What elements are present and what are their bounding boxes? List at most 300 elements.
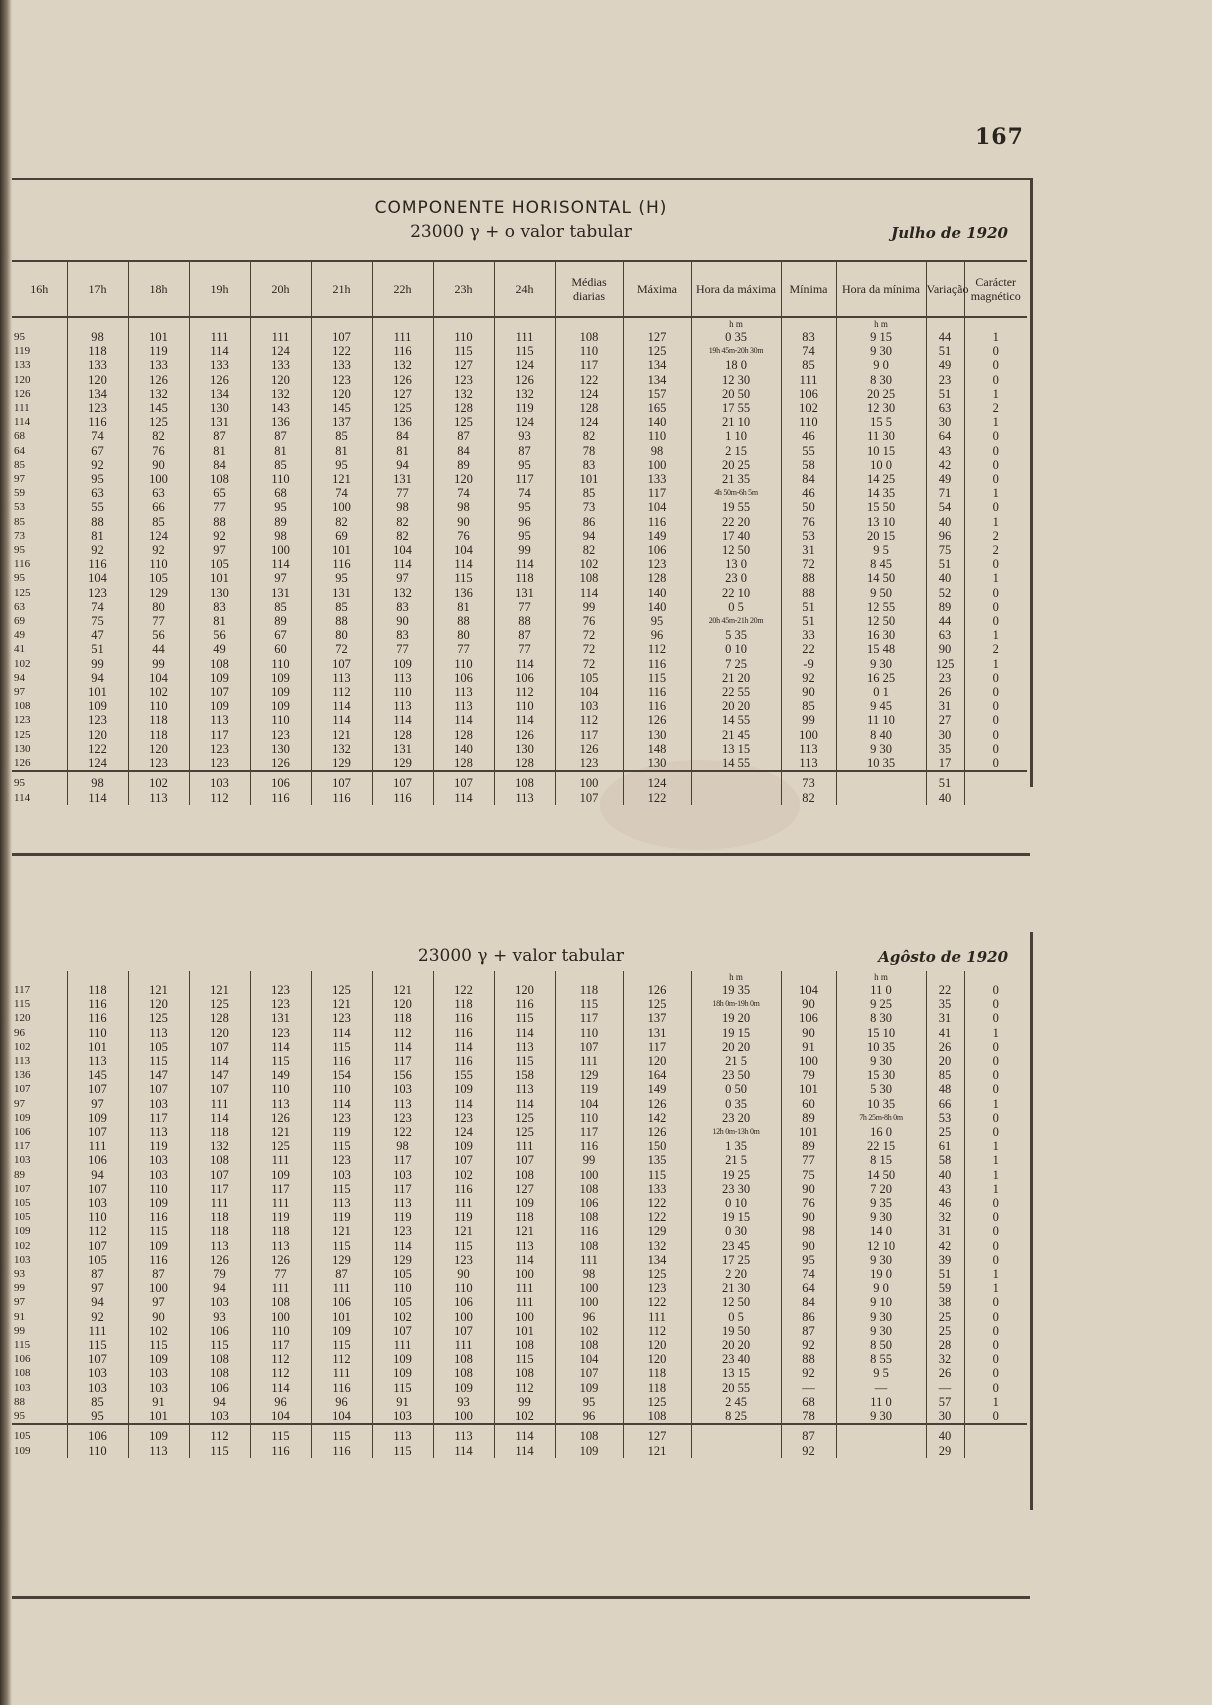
table-cell: 106 [189,1381,250,1395]
table-cell: 8 40 [836,728,926,742]
table-cell: 61 [926,1139,964,1153]
table-cell: 100 [781,728,836,742]
table-cell: 0 5 [691,600,781,614]
table-cell: 124 [67,756,128,771]
table-cell: 87 [494,444,555,458]
table-cell: 110 [250,1324,311,1338]
table-row [12,1409,1027,1424]
table-cell: 117 [555,728,623,742]
table-row [12,1182,1027,1196]
table-cell: 131 [250,1011,311,1025]
table-cell: 94 [189,1395,250,1409]
table-row [12,1324,1027,1338]
table-cell: 19 35 [691,983,781,997]
table-cell: 74 [781,344,836,358]
table-cell: 90 [128,458,189,472]
table-cell: 52 [926,586,964,600]
table-cell: 53 [14,501,25,514]
table-cell: 114 [189,344,250,358]
table-cell: 111 [250,1281,311,1295]
units-cell [433,317,494,330]
table-cell: 0 50 [691,1082,781,1096]
table-cell: 85 [926,1068,964,1082]
table-row [12,742,1027,756]
table-cell: 95 [67,1409,128,1424]
table-cell: 0 1 [836,685,926,699]
table-cell: 9 5 [836,1366,926,1380]
table-cell: 19 0 [836,1267,926,1281]
table-cell: 10 35 [836,756,926,771]
table-row [12,699,1027,713]
table-cell: 128 [494,756,555,771]
table-cell: 73 [781,771,836,790]
table-cell: 63 [926,628,964,642]
table-cell: 117 [372,1182,433,1196]
table-cell: 79 [781,1068,836,1082]
table-cell: 114 [250,1381,311,1395]
units-cell [926,971,964,983]
table-cell: 130 [250,742,311,756]
table-cell: 88 [781,571,836,585]
table-cell: 44 [128,642,189,656]
table-cell: 1 [964,1281,1027,1295]
table-cell: 111 [250,330,311,344]
table-cell: 19h 45m-20h 30m [691,344,781,358]
table-cell: 2 [964,401,1027,415]
column-header: Hora da mínima [836,261,926,317]
table-cell: 125 [623,344,691,358]
table-cell: 90 [128,1310,189,1324]
table-cell: 103 [311,1168,372,1182]
table-cell: 95 [494,458,555,472]
table-cell: 72 [781,557,836,571]
table-cell: 49 [14,629,25,642]
table-cell: 102 [433,1168,494,1182]
table-cell: 117 [372,1054,433,1068]
table-cell: 0 35 [691,1097,781,1111]
table-cell: 115 [623,671,691,685]
table-cell: 46 [781,429,836,443]
units-cell: h m [691,971,781,983]
table-cell: 111 [189,1196,250,1210]
table-cell: 115 [372,1444,433,1458]
table-cell: 72 [555,642,623,656]
table-row [12,1011,1027,1025]
table-cell: 123 [311,373,372,387]
table-cell: 46 [926,1196,964,1210]
table-cell: 0 [964,1253,1027,1267]
table-cell: 155 [433,1068,494,1082]
table-cell: 116 [311,1444,372,1458]
table-cell: 113 [250,1097,311,1111]
table-cell: 91 [14,1310,25,1323]
table-cell: 123 [250,997,311,1011]
table-cell: 7 20 [836,1182,926,1196]
table-cell: 97 [189,543,250,557]
table-cell: 131 [311,586,372,600]
table-cell: 23 0 [691,571,781,585]
table-cell: 88 [189,515,250,529]
table-cell: 21 5 [691,1153,781,1167]
table-cell: 116 [67,415,128,429]
table-cell: 117 [250,1182,311,1196]
table-cell: 125 [128,415,189,429]
table-cell: 89 [781,1139,836,1153]
table-cell: 134 [623,358,691,372]
table-cell: 89 [433,458,494,472]
table-cell: 112 [494,1381,555,1395]
table-cell: 44 [926,614,964,628]
table-cell: 120 [14,1012,31,1025]
table-cell: 124 [250,344,311,358]
table-cell: 118 [623,1381,691,1395]
formula-label: 23000 γ + o valor tabular [410,222,632,242]
table-cell: 95 [12,771,67,790]
table-cell: 109 [250,671,311,685]
table-cell: 10 35 [836,1097,926,1111]
table-cell: 101 [128,1409,189,1424]
table-cell: 122 [555,373,623,387]
table-cell: 116 [372,344,433,358]
table-cell: 133 [189,358,250,372]
table-cell: 54 [926,500,964,514]
table-cell: 110 [433,1281,494,1295]
page-bottom-rule [12,1596,1030,1599]
table-cell: 110 [67,1026,128,1040]
table-cell: 94 [14,671,25,684]
table-cell: 125 [494,1125,555,1139]
table-cell: 127 [433,358,494,372]
table-cell: 9 30 [836,1409,926,1424]
table-cell: 77 [372,642,433,656]
table-cell: 107 [311,330,372,344]
table-cell: 117 [14,1140,31,1153]
table-cell: 109 [555,1381,623,1395]
table-cell: 113 [250,1239,311,1253]
table-cell: 77 [128,614,189,628]
table-cell: 116 [67,1011,128,1025]
august-table [12,971,1027,1458]
table-cell: 121 [189,983,250,997]
table-cell: 39 [926,1253,964,1267]
table-cell: 108 [555,330,623,344]
table-cell: 58 [926,1153,964,1167]
table-cell: 84 [372,429,433,443]
table-cell: 13 15 [691,1366,781,1380]
table-cell: 129 [623,1224,691,1238]
table-cell: 20 20 [691,1338,781,1352]
table-cell: 132 [372,586,433,600]
table-cell: 21 30 [691,1281,781,1295]
table-cell: 15 10 [836,1026,926,1040]
table-cell: 90 [781,997,836,1011]
table-cell: 129 [128,586,189,600]
table-cell: 0 [964,373,1027,387]
table-cell: 126 [250,756,311,771]
section-subheader [12,942,1030,972]
table-cell: 120 [67,373,128,387]
table-cell: 20 [926,1054,964,1068]
table-cell: 9 30 [836,1310,926,1324]
table-cell: 106 [433,1295,494,1309]
table-cell: 108 [494,1366,555,1380]
table-row [12,657,1027,671]
table-cell: 38 [926,1295,964,1309]
table-cell: 82 [128,429,189,443]
table-cell: 115 [250,1424,311,1443]
table-cell: 68 [14,430,25,443]
table-cell: 41 [926,1026,964,1040]
table-cell: 117 [250,1338,311,1352]
units-cell [128,317,189,330]
table-cell: 43 [926,1182,964,1196]
table-cell: 16 30 [836,628,926,642]
units-cell [12,971,67,983]
table-cell: 12 50 [836,614,926,628]
table-cell: 116 [67,557,128,571]
table-cell: 2 15 [691,444,781,458]
table-cell: 0 [964,1239,1027,1253]
table-cell: 118 [128,728,189,742]
table-cell: 20 20 [691,699,781,713]
table-cell: 75 [781,1168,836,1182]
table-cell: 97 [128,1295,189,1309]
units-cell: h m [691,317,781,330]
table-cell: 72 [555,628,623,642]
units-cell [250,317,311,330]
table-cell: 98 [372,500,433,514]
table-cell: 106 [14,1353,31,1366]
table-cell: 116 [433,1011,494,1025]
table-cell: 99 [781,713,836,727]
table-cell: 118 [189,1210,250,1224]
table-cell: 105 [128,571,189,585]
table-cell: 115 [555,997,623,1011]
table-cell: 108 [623,1409,691,1424]
table-cell: 106 [14,1126,31,1139]
table-cell: 130 [189,401,250,415]
table-cell: 51 [926,344,964,358]
table-cell: 35 [926,742,964,756]
table-cell: 120 [67,728,128,742]
table-cell: 66 [128,500,189,514]
table-cell: 0 10 [691,1196,781,1210]
table-row [12,642,1027,656]
table-cell: 128 [555,401,623,415]
table-cell: 9 0 [836,358,926,372]
table-cell: 140 [433,742,494,756]
table-cell: 120 [128,742,189,756]
table-cell: 115 [433,344,494,358]
table-cell: 132 [494,387,555,401]
table-row [12,543,1027,557]
table-cell: 0 [964,1054,1027,1068]
table-cell: 78 [781,1409,836,1424]
units-cell [964,317,1027,330]
table-cell: 115 [128,1054,189,1068]
table-cell: 0 [964,344,1027,358]
table-cell: 111 [372,1338,433,1352]
table-cell: 119 [14,345,31,358]
table-cell: 87 [781,1424,836,1443]
table-cell: 10 35 [836,1040,926,1054]
table-cell: 124 [433,1125,494,1139]
table-cell: 109 [128,1196,189,1210]
table-cell: 84 [781,472,836,486]
table-cell: 98 [372,1139,433,1153]
table-cell: 113 [494,791,555,805]
table-cell: 57 [926,1395,964,1409]
table-cell: 93 [494,429,555,443]
table-cell: 8 30 [836,373,926,387]
table-cell: 1 [964,1026,1027,1040]
table-cell: 98 [250,529,311,543]
table-cell: 117 [555,1125,623,1139]
table-cell: 80 [128,600,189,614]
table-cell: 0 [964,1068,1027,1082]
table-cell [691,791,781,805]
table-cell: 104 [623,500,691,514]
table-cell: 103 [372,1082,433,1096]
table-cell: 2 20 [691,1267,781,1281]
july-table [12,260,1027,805]
table-cell: 108 [555,1424,623,1443]
table-cell [836,791,926,805]
table-cell: 115 [128,1224,189,1238]
table-cell: 112 [250,1352,311,1366]
column-header: Médias diarias [555,261,623,317]
column-header: 22h [372,261,433,317]
book-binding [0,0,12,1705]
table-cell: 105 [14,1197,31,1210]
table-row [12,1210,1027,1224]
table-cell: 9 25 [836,997,926,1011]
table-cell: 82 [372,529,433,543]
table-cell: 0 [964,1338,1027,1352]
table-row [12,1239,1027,1253]
table-cell: 119 [128,344,189,358]
table-cell: 13 10 [836,515,926,529]
table-cell: 29 [926,1444,964,1458]
table-cell: 1 [964,628,1027,642]
table-cell: 134 [67,387,128,401]
table-cell: 25 [926,1310,964,1324]
table-cell: 31 [926,1011,964,1025]
table-cell: 0 [964,1324,1027,1338]
table-cell: 98 [781,1224,836,1238]
table-cell: 80 [433,628,494,642]
table-cell: 97 [14,686,25,699]
table-cell: 76 [433,529,494,543]
table-cell: 114 [555,586,623,600]
table-cell: 11 10 [836,713,926,727]
table-cell: 120 [623,1338,691,1352]
table-cell: 16 0 [836,1125,926,1139]
table-cell: 111 [555,1054,623,1068]
table-cell: 102 [555,557,623,571]
table-cell: 104 [555,1352,623,1366]
table-cell: 129 [555,1068,623,1082]
table-cell: 114 [67,791,128,805]
table-cell: 113 [128,1125,189,1139]
table-cell: 112 [623,1324,691,1338]
table-cell: 96 [14,1026,25,1039]
table-row [12,1068,1027,1082]
table-cell: 44 [926,330,964,344]
table-cell: 95 [494,500,555,514]
table-cell: 14 25 [836,472,926,486]
table-cell: 105 [555,671,623,685]
table-cell: 106 [623,543,691,557]
table-cell: 122 [623,1210,691,1224]
table-cell: 89 [781,1111,836,1125]
table-cell: 131 [372,742,433,756]
table-cell: 88 [494,614,555,628]
table-cell: 40 [926,515,964,529]
table-cell: 89 [14,1168,25,1181]
table-cell: 89 [250,515,311,529]
table-cell: 120 [372,997,433,1011]
table-cell [691,771,781,790]
table-cell: 123 [311,1111,372,1125]
table-cell: 27 [926,713,964,727]
table-cell: 125 [623,1267,691,1281]
table-cell: 35 [926,997,964,1011]
table-cell: 73 [14,529,25,542]
table-cell: 156 [372,1068,433,1082]
table-cell: 109 [433,1082,494,1096]
table-cell: 14 55 [691,713,781,727]
table-cell: 102 [14,657,31,670]
table-cell: 60 [781,1097,836,1111]
table-cell: 88 [14,1395,25,1408]
table-row [12,387,1027,401]
table-cell: 0 [964,1295,1027,1309]
table-cell: 10 0 [836,458,926,472]
table-cell: 19 15 [691,1210,781,1224]
table-cell: 114 [372,713,433,727]
table-cell: 122 [311,344,372,358]
table-row [12,330,1027,344]
table-cell: 74 [433,486,494,500]
table-cell: 69 [311,529,372,543]
august-section [12,932,1033,1510]
table-cell: 118 [623,1366,691,1380]
table-cell: 64 [781,1281,836,1295]
table-cell: 116 [67,997,128,1011]
table-cell: 86 [555,515,623,529]
table-cell: 110 [781,415,836,429]
table-cell: 0 [964,756,1027,771]
table-cell: 102 [128,685,189,699]
table-cell: 106 [781,1011,836,1025]
table-cell: 72 [555,657,623,671]
table-cell: 98 [433,500,494,514]
table-cell: 114 [433,1040,494,1054]
table-cell: 129 [372,756,433,771]
table-cell: 76 [555,614,623,628]
table-cell: 136 [372,415,433,429]
table-row [12,1026,1027,1040]
units-cell [189,971,250,983]
table-cell: 40 [926,791,964,805]
table-cell: 96 [250,1395,311,1409]
table-cell: 105 [372,1295,433,1309]
table-cell: 123 [311,1153,372,1167]
table-cell: 109 [14,1111,31,1124]
table-cell: 95 [14,544,25,557]
table-cell: 119 [494,401,555,415]
